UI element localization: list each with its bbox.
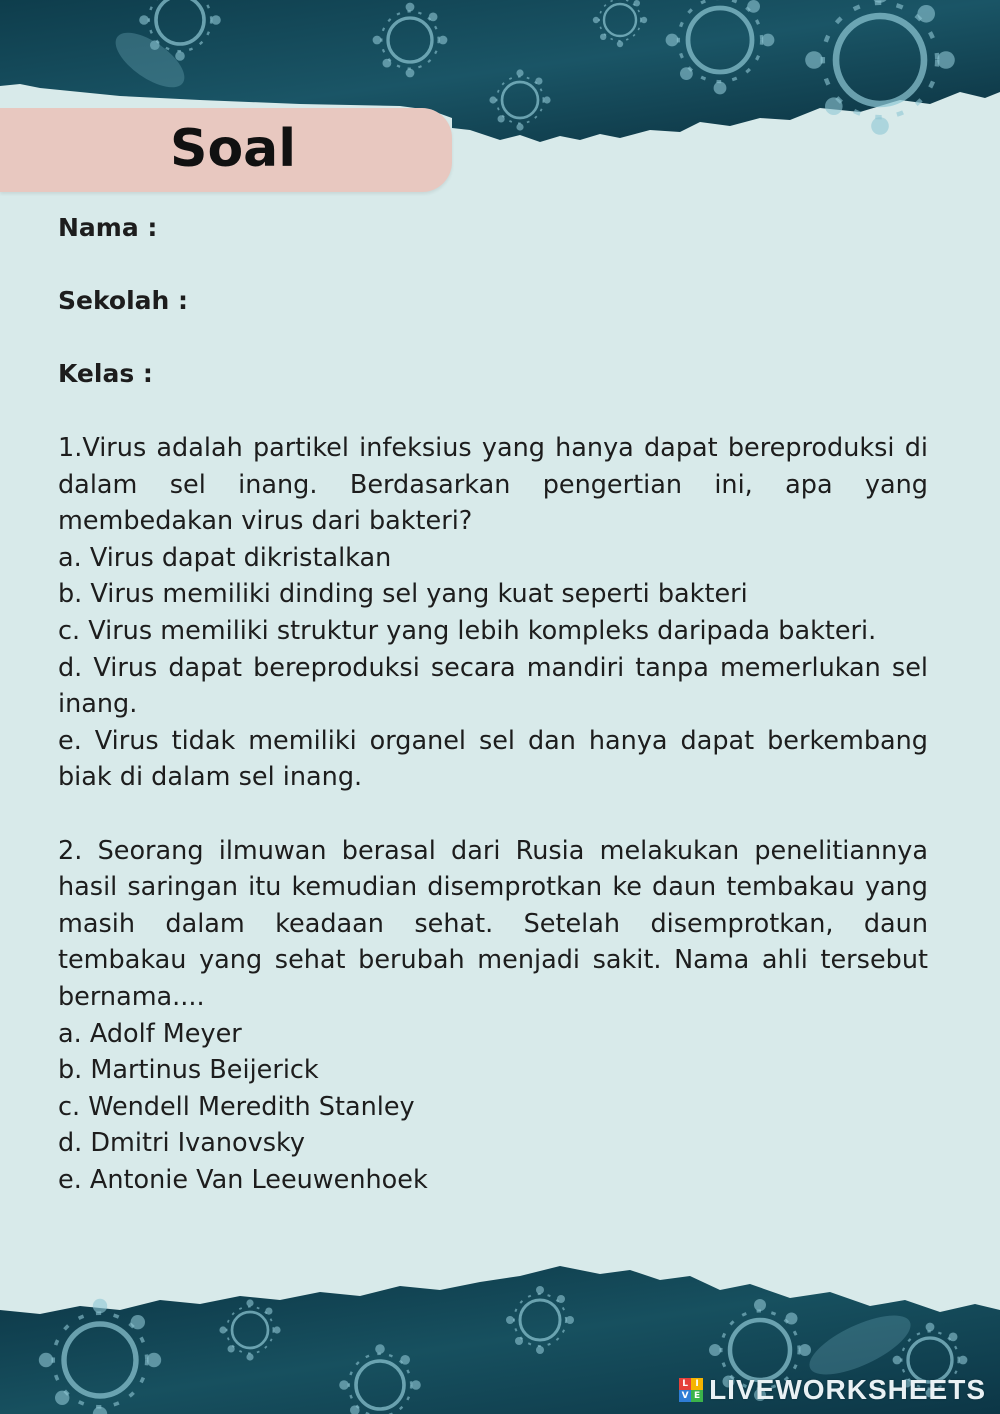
option-e[interactable]: e. Virus tidak memiliki organel sel dan hanya dapat berkembang biak di dalam sel inang. bbox=[58, 725, 928, 793]
page-title: Soal bbox=[170, 119, 297, 179]
question-list bbox=[58, 430, 928, 1198]
option-c[interactable]: c. Wendell Meredith Stanley bbox=[58, 1091, 415, 1122]
option-d[interactable]: d. Dmitri Ivanovsky bbox=[58, 1128, 305, 1159]
school-field-label: Sekolah : bbox=[58, 286, 189, 315]
question-2 bbox=[58, 833, 928, 1199]
liveworksheets-mark-icon: L I V E bbox=[679, 1378, 703, 1402]
option-b[interactable]: b. Virus memiliki dinding sel yang kuat seperti bakteri bbox=[58, 579, 748, 610]
option-a[interactable]: a. Adolf Meyer bbox=[58, 1018, 242, 1049]
liveworksheets-wordmark: LIVEWORKSHEETS bbox=[709, 1374, 986, 1405]
option-a[interactable]: a. Virus dapat dikristalkan bbox=[58, 542, 392, 573]
option-b[interactable]: b. Martinus Beijerick bbox=[58, 1055, 319, 1086]
option-c[interactable]: c. Virus memiliki struktur yang lebih kompleks daripada bakteri. bbox=[58, 615, 877, 646]
question-text: 1.Virus adalah partikel infeksius yang hanya dapat bereproduksi di dalam sel inang. Berdasarkan pengertian ini, apa yang membedakan virus dari bakteri? bbox=[58, 433, 928, 537]
option-d[interactable]: d. Virus dapat bereproduksi secara mandiri tanpa memerlukan sel inang. bbox=[58, 652, 928, 720]
question-1 bbox=[58, 430, 928, 796]
class-field-label: Kelas : bbox=[58, 359, 153, 388]
option-e[interactable]: e. Antonie Van Leeuwenhoek bbox=[58, 1164, 428, 1195]
liveworksheets-logo bbox=[679, 1376, 986, 1404]
question-text: 2. Seorang ilmuwan berasal dari Rusia melakukan penelitiannya hasil saringan itu kemudian disemprotkan ke daun tembakau yang masih dalam keadaan sehat. Setelah disemprotkan, daun tembakau yang sehat berubah menjadi sakit. Nama ahli tersebut bernama.... bbox=[58, 835, 928, 1012]
name-field-label: Nama : bbox=[58, 213, 158, 242]
